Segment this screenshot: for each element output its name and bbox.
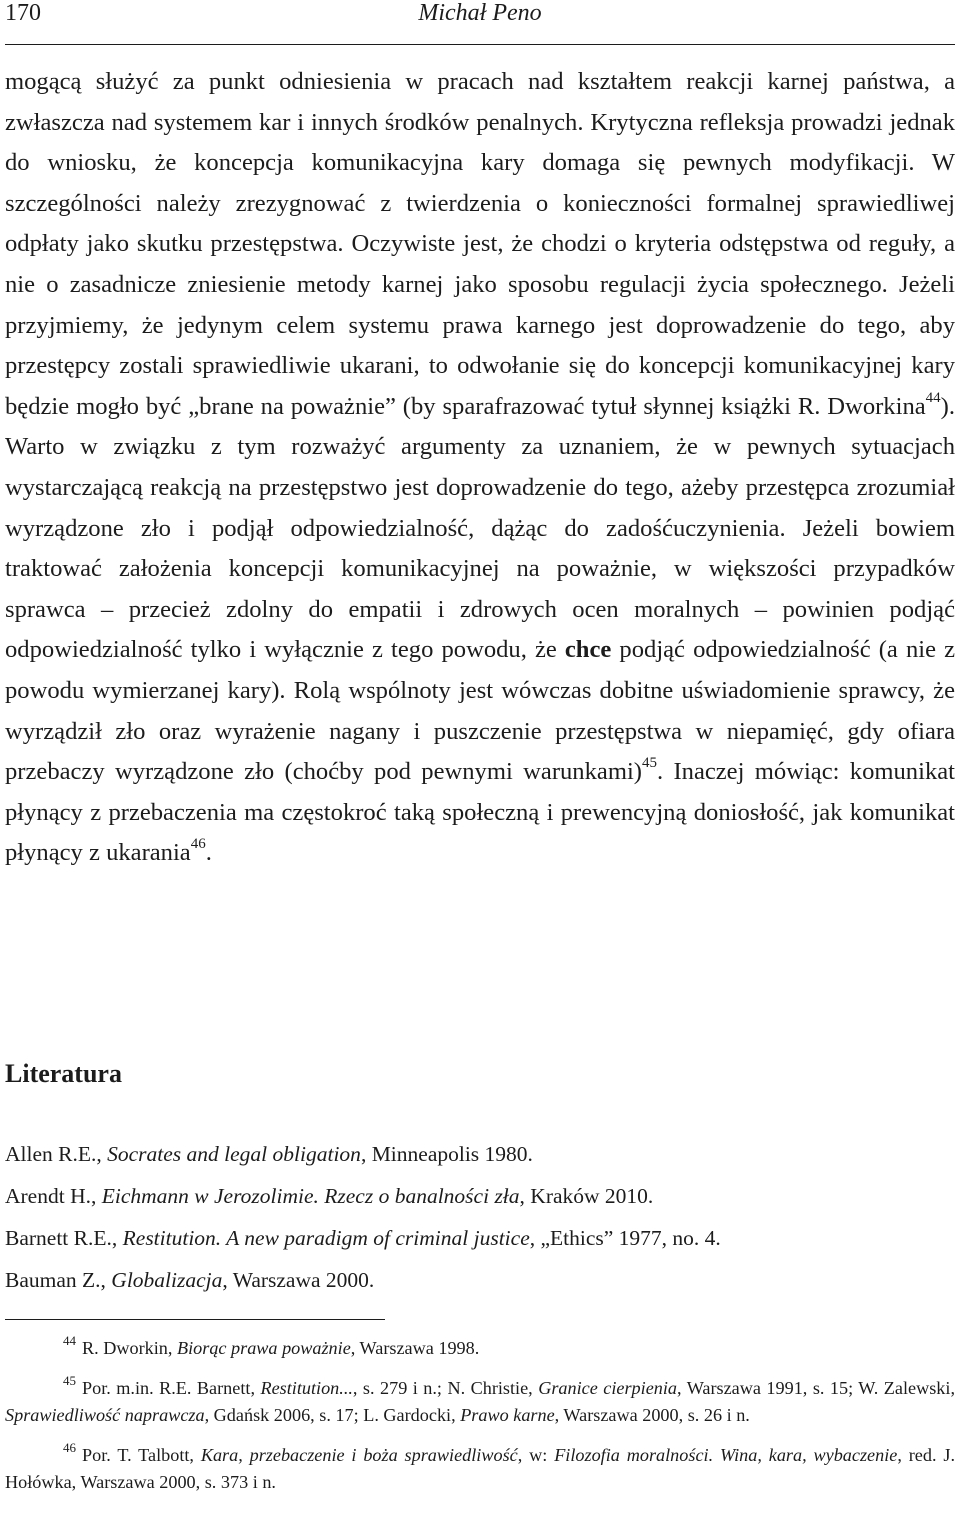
footnote-46 <box>5 1439 955 1496</box>
footnote-number: 45 <box>63 1372 76 1388</box>
running-header <box>5 0 955 45</box>
literature-heading: Literatura <box>5 1059 122 1088</box>
entry-author: Bauman Z., <box>5 1268 112 1292</box>
footnote-ref-44[interactable]: 44 <box>925 389 941 406</box>
footnote-45 <box>5 1372 956 1429</box>
footnote-title: Biorąc prawa poważnie <box>176 1338 351 1358</box>
footnote-number: 44 <box>63 1332 76 1348</box>
footnote-text: , Gdańsk 2006, s. 17; L. Gardocki, <box>204 1405 461 1425</box>
entry-author: Barnett R.E., <box>5 1226 123 1250</box>
footnote-text: , Warszawa 1991, s. 15; W. Zalewski, <box>677 1378 956 1398</box>
footnote-text: R. Dworkin, <box>82 1338 177 1358</box>
entry-title: Eichmann w Jerozolimie. Rzecz o banalności zła <box>101 1184 520 1208</box>
body-text-1: mogącą służyć za punkt odniesienia w pracach nad kształtem reakcji karnej państwa, a zwłaszcza nad systemem kar i innych środków penalnych. Krytyczna refleksja prowadzi jednak do wniosku, że koncepcja komunikacyjna kary domaga się pewnych modyfikacji. W szczególności należy zrezygnować z twierdzenia o konieczności formalnej sprawiedliwej odpłaty jako skutku przestępstwa. Oczywiste jest, że chodzi o kryteria odstępstwa od reguły, a nie o zasadnicze zniesienie metody karnej jako sposobu regulacji życia społecznego. Jeżeli przyjmiemy, że jedynym celem systemu prawa karnego jest doprowadzenie do tego, aby przestępcy zostali sprawiedliwie ukarani, to odwołanie się do koncepcji komunikacyjnej kary będzie mogło być „brane na poważnie” (by sparafrazować tytuł słynnej książki R. Dworkina <box>5 68 955 420</box>
body-text-4: . Inaczej mówiąc: komunikat płynący z przebaczenia ma częstokroć taką społeczną i prewencyjną doniosłość, jak komunikat płynący z ukarania <box>5 758 955 867</box>
footnote-title: Granice cierpienia <box>538 1378 678 1398</box>
body-bold-word: chce <box>564 636 612 664</box>
body-text-3: podjąć odpowiedzialność (a nie z powodu wymierzanej kary). Rolą wspólnoty jest wówczas dobitne uświadomienie sprawcy, że wyrządził zło oraz wyrażenie nagany i puszczenie przestępstwa w niepamięć, gdy ofiara przebaczy wyrządzone zło (choćby pod pewnymi warunkami) <box>5 636 955 786</box>
bibliography-entry <box>5 1217 955 1259</box>
body-text-2: ). Warto w związku z tym rozważyć argumenty za uznaniem, że w pewnych sytuacjach wystarczającą reakcją na przestępstwo jest doprowadzenie do tego, ażeby przestępca zrozumiał wyrządzone zło i podjął odpowiedzialność, dążąc do zadośćuczynienia. Jeżeli bowiem traktować założenia koncepcji komunikacyjnej na poważnie, w większości przypadków sprawca – przecież zdolny do empatii i zdrowych ocen moralnych – powinien podjąć odpowiedzialność tylko i wyłącznie z tego powodu, że <box>5 392 955 664</box>
footnote-title: Kara, przebaczenie i boża sprawiedliwość <box>200 1445 518 1465</box>
footnote-ref-46[interactable]: 46 <box>190 836 206 853</box>
entry-details: , „Ethics” 1977, no. 4. <box>529 1226 721 1250</box>
entry-details: , Minneapolis 1980. <box>360 1142 533 1166</box>
footnote-text: Por. m.in. R.E. Barnett, <box>82 1378 261 1398</box>
footnote-text: , Warszawa 2000, s. 26 i n. <box>554 1405 750 1425</box>
bibliography-entry <box>5 1175 955 1217</box>
footnote-text: , w: <box>517 1445 555 1465</box>
footnote-title: Prawo karne <box>460 1405 555 1425</box>
footnote-text: , Warszawa 1998. <box>350 1338 480 1358</box>
bibliography-entry <box>5 1133 955 1175</box>
entry-author: Arendt H., <box>5 1184 102 1208</box>
footnote-title: Filozofia moralności. Wina, kara, wybaczenie <box>554 1445 898 1465</box>
body-paragraph <box>5 62 955 874</box>
entry-author: Allen R.E., <box>5 1142 108 1166</box>
footnote-text: , s. 279 i n.; N. Christie, <box>352 1378 539 1398</box>
entry-details: , Warszawa 2000. <box>222 1268 375 1292</box>
entry-title: Globalizacja <box>111 1268 223 1292</box>
footnote-title: Restitution... <box>260 1378 353 1398</box>
footnote-text: Por. T. Talbott, <box>82 1445 201 1465</box>
running-author: Michał Peno <box>418 0 542 26</box>
footnote-44 <box>5 1332 955 1362</box>
footnote-ref-45[interactable]: 45 <box>641 754 657 771</box>
footnote-text: , red. J. Hołówka, Warszawa 2000, s. 373 i n. <box>5 1445 955 1492</box>
entry-title: Socrates and legal obligation <box>107 1142 361 1166</box>
footnote-number: 46 <box>63 1439 76 1455</box>
footnotes <box>5 1332 956 1509</box>
body-text-5: . <box>205 839 212 867</box>
entry-title: Restitution. A new paradigm of criminal justice <box>122 1226 530 1250</box>
bibliography-list <box>5 1133 955 1301</box>
footnote-divider <box>5 1319 385 1320</box>
page-number: 170 <box>5 0 41 26</box>
bibliography-entry <box>5 1259 955 1301</box>
footnote-title: Sprawiedliwość naprawcza <box>5 1405 205 1425</box>
entry-details: , Kraków 2010. <box>519 1184 654 1208</box>
